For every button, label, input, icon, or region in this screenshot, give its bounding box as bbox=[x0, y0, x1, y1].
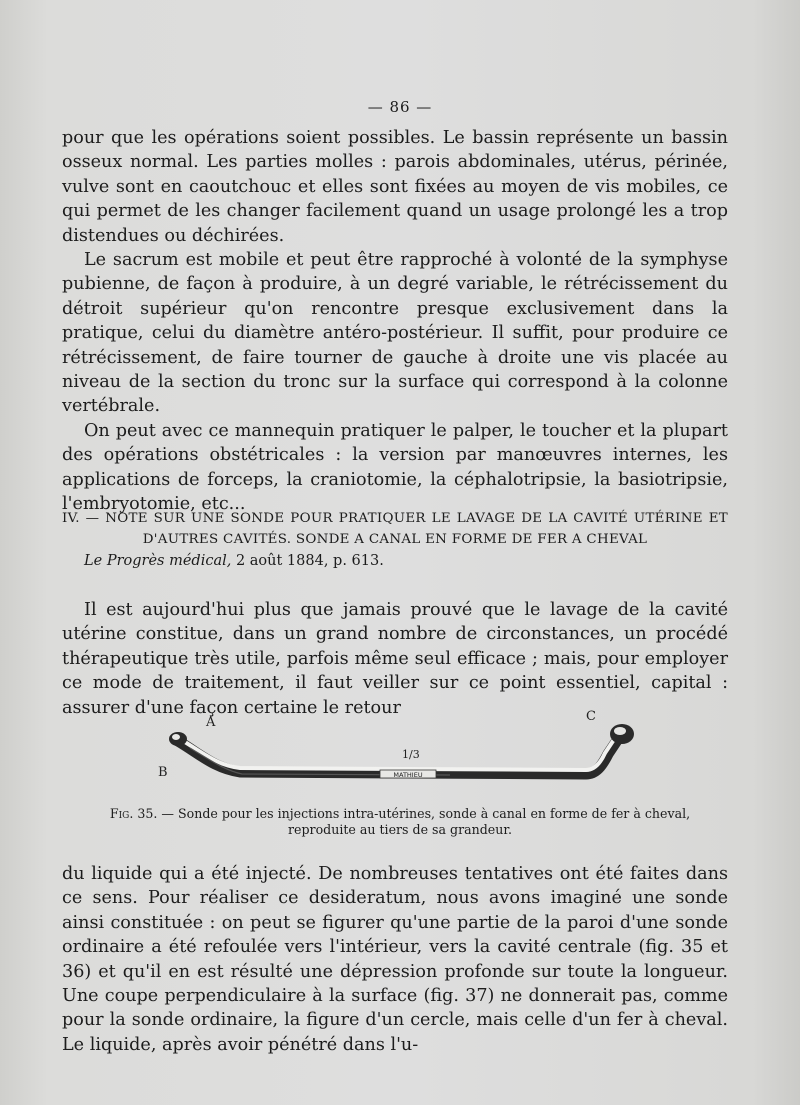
section-heading bbox=[62, 508, 728, 550]
section-heading-line-1: IV. — NOTE SUR UNE SONDE POUR PRATIQUER LE LAVAGE DE LA CAVITÉ UTÉRINE ET bbox=[62, 511, 728, 526]
caption-text: — Sonde pour les injections intra-utérines, sonde à canal en forme de fer à cheval, reproduite au tiers de sa grandeur. bbox=[161, 806, 691, 837]
caption-label: Fig. 35. bbox=[109, 806, 158, 821]
maker-mark: MATHIEU bbox=[393, 771, 423, 779]
paragraph-liquide: du liquide qui a été injecté. De nombreuses tentatives ont été faites dans ce sens. Pour réaliser ce desideratum, nous avons imaginé une sonde ainsi constituée : on peut se figurer qu'une partie de la paroi d'une sonde ordinaire a été refoulée vers l'intérieur, vers la cavité centrale (fig. 35 et 36) et qu'il en est résulté une dépression profonde sur toute la longueur. Une coupe perpendiculaire à la surface (fig. 37) ne donnerait pas, comme pour la sonde ordinaire, la figure d'un cercle, mais celle d'un fer à cheval. Le liquide, après avoir pénétré dans l'u- bbox=[62, 864, 728, 1055]
figure-caption bbox=[80, 806, 720, 838]
catheter-tube-highlight bbox=[180, 735, 617, 770]
page-number: — 86 — bbox=[367, 98, 433, 116]
catheter-figure bbox=[150, 708, 650, 804]
scale-label: 1/3 bbox=[402, 748, 420, 761]
section-heading-line-2: D'AUTRES CAVITÉS. SONDE A CANAL EN FORME DE FER A CHEVAL bbox=[142, 532, 648, 547]
label-a: A bbox=[206, 715, 216, 730]
paragraph-lavage: Il est aujourd'hui plus que jamais prouvé que le lavage de la cavité utérine constitue, dans un grand nombre de circonstances, un procédé thérapeutique très utile, parfois même seul efficace ; mais, pour employer ce mode de traitement, il faut veiller sur ce point essentiel, capital : assurer d'une façon certaine le retour bbox=[62, 600, 728, 718]
body-text-top bbox=[62, 126, 728, 517]
citation-details: 2 août 1884, p. 613. bbox=[235, 553, 384, 569]
paragraph-mannequin: On peut avec ce mannequin pratiquer le palper, le toucher et la plupart des opérations obstétricales : la version par manœuvres internes, les applications de forceps, la craniotomie, la céphalotripsie, la basiotripsie, l'embryotomie, etc... bbox=[62, 420, 728, 515]
body-text-bottom bbox=[62, 862, 728, 1057]
label-b: B bbox=[158, 765, 168, 780]
paragraph-continued: pour que les opérations soient possibles. Le bassin représente un bassin osseux normal. Les parties molles : parois abdominales, utérus, périnée, vulve sont en caoutchouc et elles sont fixées au moyen de vis mobiles, ce qui permet de les changer facilement quand un usage prolongé les a trop distendues ou déchirées. bbox=[62, 128, 728, 246]
paragraph-sacrum: Le sacrum est mobile et peut être rapproché à volonté de la symphyse pubienne, de façon à produire, à un degré variable, le rétrécissement du détroit supérieur qu'on rencontre presque exclusivement dans la pratique, celui du diamètre antéro-postérieur. Il suffit, pour produire ce rétrécissement, de faire tourner de gauche à droite une vis placée au niveau de la section du tronc sur la surface qui correspond à la colonne vertébrale. bbox=[62, 250, 728, 417]
body-text-middle bbox=[62, 598, 728, 720]
citation-source: Le Progrès médical, bbox=[84, 553, 232, 569]
label-c: C bbox=[586, 709, 596, 724]
citation bbox=[84, 553, 384, 569]
